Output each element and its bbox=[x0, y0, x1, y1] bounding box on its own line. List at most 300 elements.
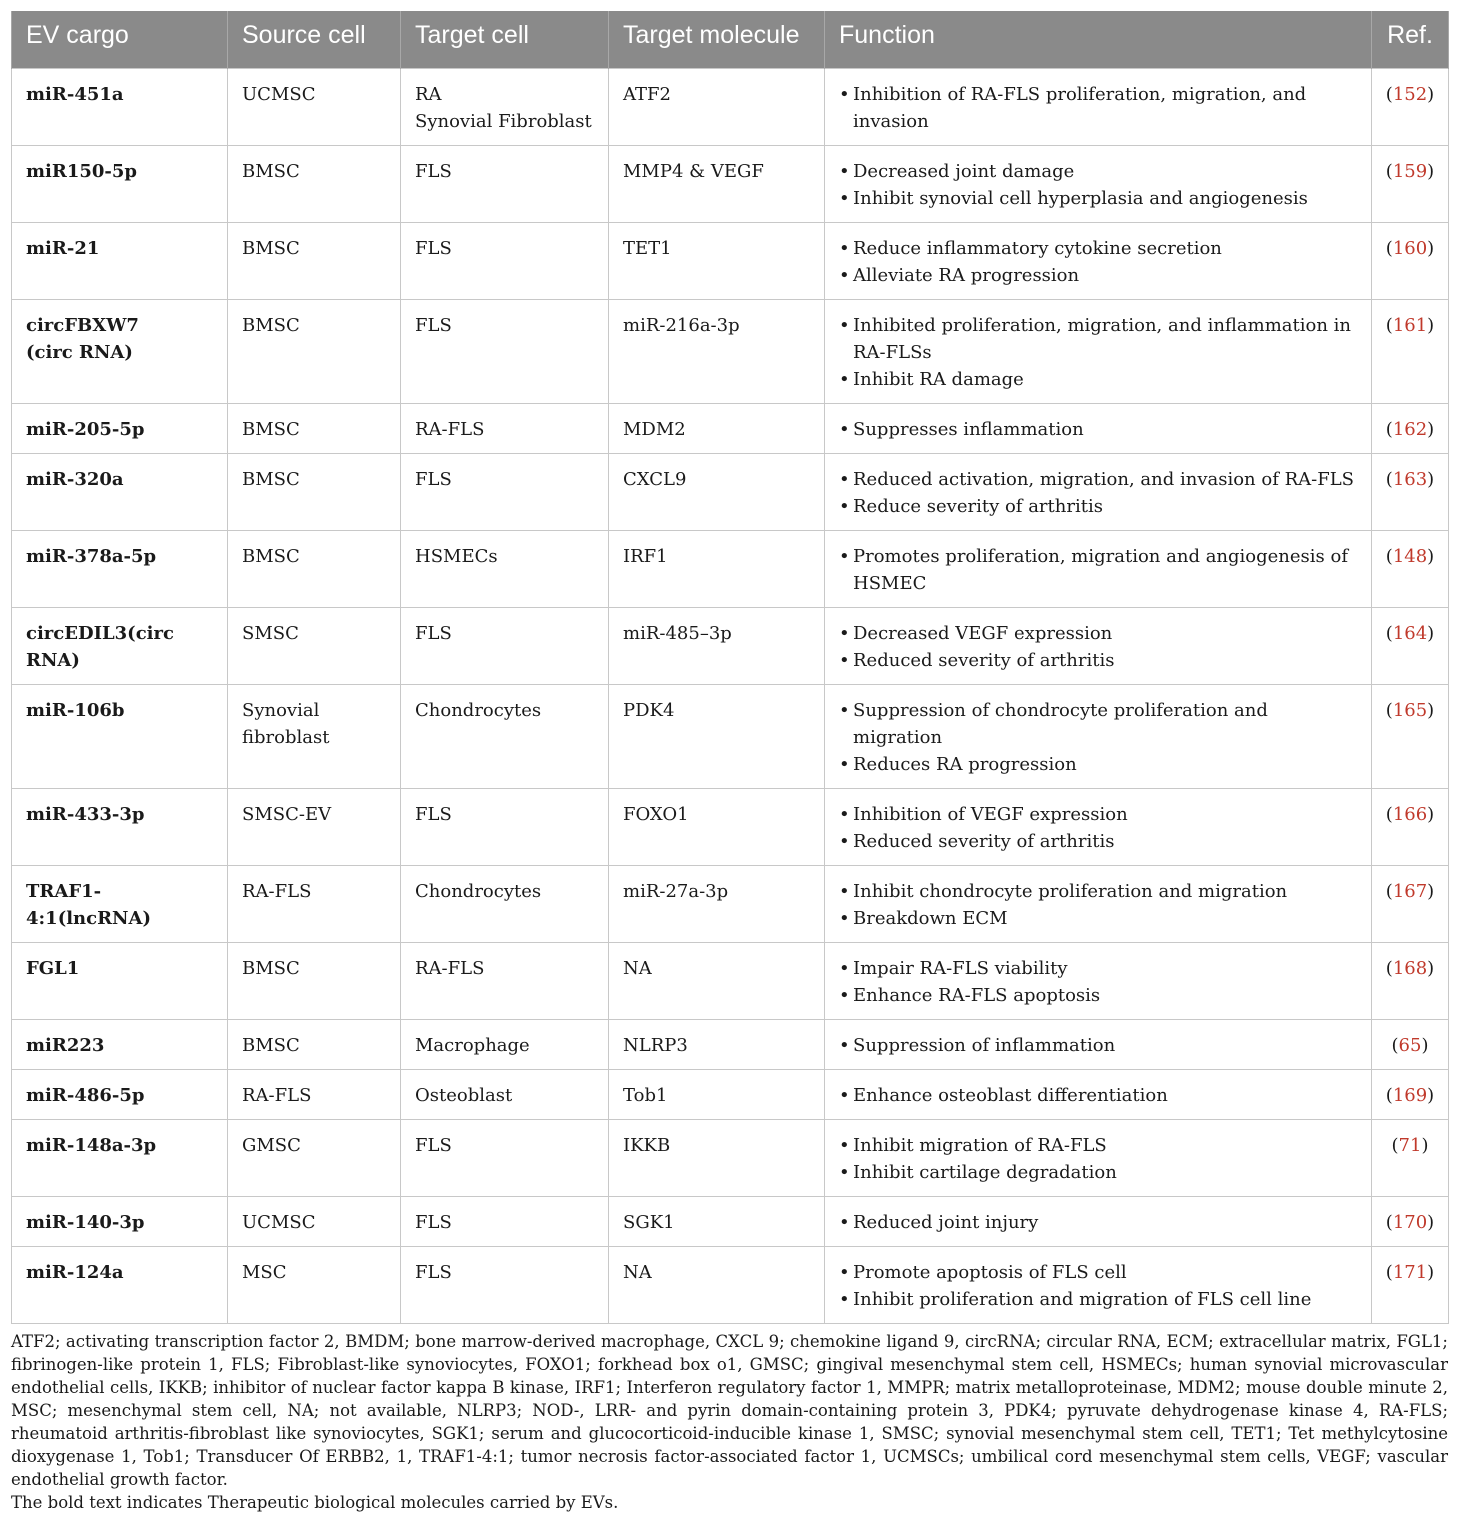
source-cell-cell-text: BMSC bbox=[242, 545, 300, 567]
function-item: • Inhibit synovial cell hyperplasia and angiogenesis bbox=[839, 185, 1357, 212]
target-cell-cell bbox=[401, 865, 609, 942]
ev-cargo-cell-text: miR-378a-5p bbox=[26, 545, 157, 567]
reference-link[interactable]: 65 bbox=[1398, 1034, 1422, 1056]
target-molecule-cell-text: NA bbox=[623, 1261, 652, 1283]
ev-cargo-cell bbox=[12, 1019, 228, 1069]
target-cell-cell-text: Chondrocytes bbox=[415, 880, 542, 902]
target-cell-cell bbox=[401, 1246, 609, 1323]
target-cell-cell-text: FLS bbox=[415, 1261, 452, 1283]
ev-cargo-cell-text: miR-205-5p bbox=[26, 418, 145, 440]
function-cell bbox=[825, 299, 1372, 403]
ref-close-paren: ) bbox=[1427, 83, 1435, 105]
source-cell-cell-text: BMSC bbox=[242, 468, 300, 490]
function-list bbox=[839, 1132, 1357, 1186]
ref-close-paren: ) bbox=[1427, 418, 1435, 440]
ref-open-paren: ( bbox=[1385, 957, 1393, 979]
ref-open-paren: ( bbox=[1385, 699, 1393, 721]
ref-open-paren: ( bbox=[1385, 1211, 1393, 1233]
table-footnotes bbox=[11, 1330, 1448, 1514]
source-cell-cell-text: SMSC-EV bbox=[242, 803, 332, 825]
function-list bbox=[839, 801, 1357, 855]
function-item: • Impair RA-FLS viability bbox=[839, 955, 1357, 982]
target-molecule-cell bbox=[609, 1019, 825, 1069]
ev-cargo-cell-text: miR-140-3p bbox=[26, 1211, 145, 1233]
source-cell-cell-text: BMSC bbox=[242, 160, 300, 182]
ev-cargo-cell bbox=[12, 222, 228, 299]
target-cell-cell bbox=[401, 1019, 609, 1069]
function-list bbox=[839, 620, 1357, 674]
function-item: • Inhibit proliferation and migration of FLS cell line bbox=[839, 1286, 1357, 1313]
function-item: • Suppresses inflammation bbox=[839, 416, 1357, 443]
ref-cell bbox=[1372, 788, 1449, 865]
function-item: • Promotes proliferation, migration and angiogenesis of HSMEC bbox=[839, 543, 1357, 597]
table-row bbox=[12, 453, 1449, 530]
source-cell-cell-text: UCMSC bbox=[242, 1211, 316, 1233]
function-cell bbox=[825, 68, 1372, 145]
function-cell bbox=[825, 145, 1372, 222]
table-figure bbox=[11, 11, 1448, 1514]
target-cell-cell bbox=[401, 530, 609, 607]
ref-cell bbox=[1372, 684, 1449, 788]
target-molecule-cell-text: miR-216a-3p bbox=[623, 314, 740, 336]
function-list bbox=[839, 878, 1357, 932]
target-cell-cell bbox=[401, 145, 609, 222]
function-item: • Reduced severity of arthritis bbox=[839, 647, 1357, 674]
target-cell-cell bbox=[401, 222, 609, 299]
source-cell-cell bbox=[228, 684, 401, 788]
reference-link[interactable]: 171 bbox=[1392, 1261, 1428, 1283]
target-cell-cell bbox=[401, 942, 609, 1019]
function-list bbox=[839, 1259, 1357, 1313]
ref-open-paren: ( bbox=[1385, 880, 1393, 902]
target-molecule-cell bbox=[609, 1196, 825, 1246]
target-molecule-cell bbox=[609, 403, 825, 453]
function-item: • Suppression of chondrocyte proliferation and migration bbox=[839, 697, 1357, 751]
function-cell bbox=[825, 865, 1372, 942]
target-cell-cell bbox=[401, 1069, 609, 1119]
function-item: • Reduced severity of arthritis bbox=[839, 828, 1357, 855]
ref-open-paren: ( bbox=[1385, 803, 1393, 825]
function-cell bbox=[825, 1069, 1372, 1119]
table-row bbox=[12, 865, 1449, 942]
ev-cargo-cell-text: circFBXW7 bbox=[26, 314, 139, 336]
ev-cargo-cell-text: miR150-5p bbox=[26, 160, 137, 182]
ref-cell bbox=[1372, 607, 1449, 684]
function-item: • Reduce inflammatory cytokine secretion bbox=[839, 235, 1357, 262]
ev-cargo-cell bbox=[12, 145, 228, 222]
target-cell-cell bbox=[401, 788, 609, 865]
ev-cargo-cell-text: (circ RNA) bbox=[26, 341, 133, 363]
table-row bbox=[12, 145, 1449, 222]
ref-close-paren: ) bbox=[1427, 1084, 1435, 1106]
reference-link[interactable]: 169 bbox=[1392, 1084, 1428, 1106]
ref-cell bbox=[1372, 1069, 1449, 1119]
target-cell-cell-text: Osteoblast bbox=[415, 1084, 513, 1106]
ref-close-paren: ) bbox=[1427, 237, 1435, 259]
table-row bbox=[12, 1246, 1449, 1323]
ref-open-paren: ( bbox=[1385, 545, 1393, 567]
header-row bbox=[12, 11, 1449, 68]
function-cell bbox=[825, 222, 1372, 299]
ev-cargo-cell bbox=[12, 1196, 228, 1246]
header-target-cell: Target cell bbox=[401, 11, 609, 68]
target-molecule-cell-text: SGK1 bbox=[623, 1211, 675, 1233]
ref-open-paren: ( bbox=[1385, 314, 1393, 336]
function-item: • Enhance RA-FLS apoptosis bbox=[839, 982, 1357, 1009]
source-cell-cell-text: BMSC bbox=[242, 237, 300, 259]
ev-cargo-cell-text: miR-148a-3p bbox=[26, 1134, 157, 1156]
source-cell-cell-text: UCMSC bbox=[242, 83, 316, 105]
ref-cell bbox=[1372, 68, 1449, 145]
ev-cargo-cell-text: TRAF1-4:1(lncRNA) bbox=[26, 880, 151, 929]
ref-close-paren: ) bbox=[1427, 1211, 1435, 1233]
ref-open-paren: ( bbox=[1391, 1034, 1399, 1056]
ev-cargo-cell-text: FGL1 bbox=[26, 957, 80, 979]
ev-cargo-cell-text: miR-21 bbox=[26, 237, 100, 259]
target-molecule-cell-text: FOXO1 bbox=[623, 803, 689, 825]
source-cell-cell-text: BMSC bbox=[242, 957, 300, 979]
ref-cell bbox=[1372, 942, 1449, 1019]
target-molecule-cell-text: TET1 bbox=[623, 237, 672, 259]
function-cell bbox=[825, 1246, 1372, 1323]
ref-open-paren: ( bbox=[1385, 237, 1393, 259]
source-cell-cell-text: BMSC bbox=[242, 1034, 300, 1056]
target-molecule-cell-text: IRF1 bbox=[623, 545, 668, 567]
source-cell-cell-text: RA-FLS bbox=[242, 1084, 312, 1106]
ev-cargo-cell-text: miR-451a bbox=[26, 83, 124, 105]
ref-close-paren: ) bbox=[1427, 880, 1435, 902]
function-item: • Inhibit RA damage bbox=[839, 366, 1357, 393]
header-ev-cargo: EV cargo bbox=[12, 11, 228, 68]
target-molecule-cell-text: NLRP3 bbox=[623, 1034, 688, 1056]
function-item: • Alleviate RA progression bbox=[839, 262, 1357, 289]
function-cell bbox=[825, 684, 1372, 788]
target-molecule-cell bbox=[609, 788, 825, 865]
target-molecule-cell-text: PDK4 bbox=[623, 699, 675, 721]
header-function: Function bbox=[825, 11, 1372, 68]
target-cell-cell bbox=[401, 607, 609, 684]
function-list bbox=[839, 235, 1357, 289]
reference-link[interactable]: 148 bbox=[1392, 545, 1428, 567]
target-molecule-cell bbox=[609, 1246, 825, 1323]
target-cell-cell-text: FLS bbox=[415, 160, 452, 182]
ev-cargo-cell bbox=[12, 1069, 228, 1119]
ev-cargo-cell-text: circEDIL3(circ RNA) bbox=[26, 622, 174, 671]
function-list bbox=[839, 466, 1357, 520]
ev-cargo-cell-text: miR-486-5p bbox=[26, 1084, 145, 1106]
ref-cell bbox=[1372, 403, 1449, 453]
source-cell-cell-text: fibroblast bbox=[242, 726, 330, 748]
ref-cell bbox=[1372, 299, 1449, 403]
source-cell-cell bbox=[228, 68, 401, 145]
function-item: • Reduces RA progression bbox=[839, 751, 1357, 778]
target-molecule-cell-text: MDM2 bbox=[623, 418, 686, 440]
ref-close-paren: ) bbox=[1427, 622, 1435, 644]
target-cell-cell bbox=[401, 1196, 609, 1246]
ref-close-paren: ) bbox=[1427, 1261, 1435, 1283]
function-list bbox=[839, 955, 1357, 1009]
target-molecule-cell bbox=[609, 1069, 825, 1119]
table-row bbox=[12, 1196, 1449, 1246]
source-cell-cell bbox=[228, 299, 401, 403]
source-cell-cell bbox=[228, 222, 401, 299]
target-cell-cell bbox=[401, 68, 609, 145]
source-cell-cell bbox=[228, 530, 401, 607]
function-cell bbox=[825, 607, 1372, 684]
ref-close-paren: ) bbox=[1421, 1034, 1429, 1056]
source-cell-cell bbox=[228, 403, 401, 453]
target-cell-cell bbox=[401, 453, 609, 530]
source-cell-cell bbox=[228, 865, 401, 942]
reference-link[interactable]: 152 bbox=[1392, 83, 1428, 105]
source-cell-cell bbox=[228, 1069, 401, 1119]
table-row bbox=[12, 1069, 1449, 1119]
target-molecule-cell-text: Tob1 bbox=[623, 1084, 668, 1106]
source-cell-cell-text: GMSC bbox=[242, 1134, 301, 1156]
function-item: • Suppression of inflammation bbox=[839, 1032, 1357, 1059]
ev-cargo-cell bbox=[12, 684, 228, 788]
function-cell bbox=[825, 403, 1372, 453]
ref-open-paren: ( bbox=[1391, 1134, 1399, 1156]
target-molecule-cell bbox=[609, 865, 825, 942]
source-cell-cell bbox=[228, 607, 401, 684]
source-cell-cell bbox=[228, 942, 401, 1019]
ref-close-paren: ) bbox=[1427, 699, 1435, 721]
target-molecule-cell-text: miR-27a-3p bbox=[623, 880, 729, 902]
reference-link[interactable]: 162 bbox=[1392, 418, 1428, 440]
ev-cargo-cell bbox=[12, 403, 228, 453]
source-cell-cell-text: BMSC bbox=[242, 314, 300, 336]
reference-link[interactable]: 167 bbox=[1392, 880, 1428, 902]
ev-cargo-cell-text: miR223 bbox=[26, 1034, 105, 1056]
function-list bbox=[839, 1209, 1357, 1236]
ref-open-paren: ( bbox=[1385, 83, 1393, 105]
function-list bbox=[839, 81, 1357, 135]
table-row bbox=[12, 222, 1449, 299]
source-cell-cell bbox=[228, 1019, 401, 1069]
target-molecule-cell-text: ATF2 bbox=[623, 83, 671, 105]
ev-cargo-cell bbox=[12, 530, 228, 607]
table-row bbox=[12, 403, 1449, 453]
ref-cell bbox=[1372, 453, 1449, 530]
ev-cargo-cell bbox=[12, 299, 228, 403]
ev-cargo-cell bbox=[12, 68, 228, 145]
reference-link[interactable]: 164 bbox=[1392, 622, 1428, 644]
target-cell-cell-text: HSMECs bbox=[415, 545, 498, 567]
ref-close-paren: ) bbox=[1427, 468, 1435, 490]
target-cell-cell-text: Chondrocytes bbox=[415, 699, 542, 721]
target-cell-cell-text: FLS bbox=[415, 803, 452, 825]
header-source-cell: Source cell bbox=[228, 11, 401, 68]
target-cell-cell-text: Macrophage bbox=[415, 1034, 530, 1056]
reference-link[interactable]: 165 bbox=[1392, 699, 1428, 721]
function-list bbox=[839, 312, 1357, 393]
ev-cargo-cell-text: miR-433-3p bbox=[26, 803, 145, 825]
function-cell bbox=[825, 788, 1372, 865]
ref-close-paren: ) bbox=[1421, 1134, 1429, 1156]
function-list bbox=[839, 416, 1357, 443]
target-cell-cell-text: RA bbox=[415, 83, 442, 105]
target-cell-cell-text: FLS bbox=[415, 622, 452, 644]
table-header bbox=[12, 11, 1449, 68]
table-row bbox=[12, 1019, 1449, 1069]
ev-cargo-table bbox=[11, 11, 1449, 1324]
ref-cell bbox=[1372, 145, 1449, 222]
source-cell-cell-text: MSC bbox=[242, 1261, 287, 1283]
table-row bbox=[12, 1119, 1449, 1196]
function-item: • Inhibition of RA-FLS proliferation, migration, and invasion bbox=[839, 81, 1357, 135]
function-item: • Promote apoptosis of FLS cell bbox=[839, 1259, 1357, 1286]
abbreviation-note: ATF2; activating transcription factor 2, BMDM; bone marrow-derived macrophage, CXCL 9; chemokine ligand 9, circRNA; circular RNA, ECM; extracellular matrix, FGL1; fibrinogen-like protein 1, FLS; Fibroblast-like synoviocytes, FOXO1; forkhead box o1, GMSC; gingival mesenchymal stem cell, HSMECs; human synovial microvascular endothelial cells, IKKB; inhibitor of nuclear factor kappa B kinase, IRF1; Interferon regulatory factor 1, MMPR; matrix metalloproteinase, MDM2; mouse double minute 2, MSC; mesenchymal stem cell, NA; not available, NLRP3; NOD-, LRR- and pyrin domain-containing protein 3, PDK4; pyruvate dehydrogenase kinase 4, RA-FLS; rheumatoid arthritis-fibroblast like synoviocytes, SGK1; serum and glucocorticoid-inducible kinase 1, SMSC; synovial mesenchymal stem cell, TET1; Tet methylcytosine dioxygenase 1, Tob1; Transducer Of ERBB2, 1, TRAF1-4:1; tumor necrosis factor-associated factor 1, UCMSCs; umbilical cord mesenchymal stem cells, VEGF; vascular endothelial growth factor. bbox=[11, 1331, 1448, 1489]
function-list bbox=[839, 1032, 1357, 1059]
function-item: • Enhance osteoblast differentiation bbox=[839, 1082, 1357, 1109]
target-cell-cell bbox=[401, 684, 609, 788]
target-cell-cell-text: RA-FLS bbox=[415, 418, 485, 440]
ref-cell bbox=[1372, 865, 1449, 942]
reference-link[interactable]: 159 bbox=[1392, 160, 1428, 182]
ref-cell bbox=[1372, 1196, 1449, 1246]
target-molecule-cell bbox=[609, 68, 825, 145]
target-molecule-cell bbox=[609, 942, 825, 1019]
source-cell-cell bbox=[228, 1246, 401, 1323]
ref-open-paren: ( bbox=[1385, 622, 1393, 644]
ref-cell bbox=[1372, 1019, 1449, 1069]
source-cell-cell-text: Synovial bbox=[242, 699, 320, 721]
ev-cargo-cell-text: miR-124a bbox=[26, 1261, 124, 1283]
table-row bbox=[12, 68, 1449, 145]
target-molecule-cell-text: CXCL9 bbox=[623, 468, 687, 490]
function-item: • Inhibit cartilage degradation bbox=[839, 1159, 1357, 1186]
source-cell-cell-text: BMSC bbox=[242, 418, 300, 440]
function-list bbox=[839, 1082, 1357, 1109]
ev-cargo-cell bbox=[12, 788, 228, 865]
target-molecule-cell bbox=[609, 453, 825, 530]
ref-open-paren: ( bbox=[1385, 160, 1393, 182]
target-cell-cell-text: FLS bbox=[415, 314, 452, 336]
table-row bbox=[12, 684, 1449, 788]
target-molecule-cell bbox=[609, 1119, 825, 1196]
reference-link[interactable]: 168 bbox=[1392, 957, 1428, 979]
function-item: • Reduced joint injury bbox=[839, 1209, 1357, 1236]
table-row bbox=[12, 607, 1449, 684]
function-list bbox=[839, 158, 1357, 212]
ref-cell bbox=[1372, 222, 1449, 299]
function-item: • Inhibition of VEGF expression bbox=[839, 801, 1357, 828]
ref-open-paren: ( bbox=[1385, 418, 1393, 440]
ref-cell bbox=[1372, 530, 1449, 607]
ref-close-paren: ) bbox=[1427, 957, 1435, 979]
target-molecule-cell-text: IKKB bbox=[623, 1134, 671, 1156]
ev-cargo-cell bbox=[12, 607, 228, 684]
function-item: • Reduced activation, migration, and invasion of RA-FLS bbox=[839, 466, 1357, 493]
function-item: • Inhibited proliferation, migration, and inflammation in RA-FLSs bbox=[839, 312, 1357, 366]
reference-link[interactable]: 166 bbox=[1392, 803, 1428, 825]
target-cell-cell-text: FLS bbox=[415, 237, 452, 259]
target-molecule-cell bbox=[609, 222, 825, 299]
ev-cargo-cell bbox=[12, 1119, 228, 1196]
target-molecule-cell bbox=[609, 145, 825, 222]
reference-link[interactable]: 170 bbox=[1392, 1211, 1428, 1233]
target-cell-cell bbox=[401, 299, 609, 403]
function-cell bbox=[825, 1019, 1372, 1069]
function-item: • Reduce severity of arthritis bbox=[839, 493, 1357, 520]
reference-link[interactable]: 161 bbox=[1392, 314, 1428, 336]
table-row bbox=[12, 788, 1449, 865]
reference-link[interactable]: 71 bbox=[1398, 1134, 1422, 1156]
source-cell-cell bbox=[228, 1119, 401, 1196]
target-molecule-cell bbox=[609, 299, 825, 403]
target-cell-cell-text: FLS bbox=[415, 1134, 452, 1156]
ev-cargo-cell-text: miR-320a bbox=[26, 468, 124, 490]
reference-link[interactable]: 163 bbox=[1392, 468, 1428, 490]
table-row bbox=[12, 942, 1449, 1019]
ev-cargo-cell-text: miR-106b bbox=[26, 699, 125, 721]
ref-open-paren: ( bbox=[1385, 1261, 1393, 1283]
reference-link[interactable]: 160 bbox=[1392, 237, 1428, 259]
ev-cargo-cell bbox=[12, 942, 228, 1019]
function-cell bbox=[825, 530, 1372, 607]
ref-close-paren: ) bbox=[1427, 160, 1435, 182]
target-molecule-cell-text: miR-485–3p bbox=[623, 622, 732, 644]
source-cell-cell bbox=[228, 1196, 401, 1246]
source-cell-cell-text: RA-FLS bbox=[242, 880, 312, 902]
header-ref: Ref. bbox=[1372, 11, 1449, 68]
source-cell-cell bbox=[228, 145, 401, 222]
function-item: • Breakdown ECM bbox=[839, 905, 1357, 932]
source-cell-cell bbox=[228, 788, 401, 865]
target-molecule-cell bbox=[609, 684, 825, 788]
target-molecule-cell bbox=[609, 607, 825, 684]
table-row bbox=[12, 299, 1449, 403]
source-cell-cell bbox=[228, 453, 401, 530]
function-cell bbox=[825, 942, 1372, 1019]
target-cell-cell-text: RA-FLS bbox=[415, 957, 485, 979]
ev-cargo-cell bbox=[12, 453, 228, 530]
ref-close-paren: ) bbox=[1427, 803, 1435, 825]
function-list bbox=[839, 697, 1357, 778]
function-item: • Inhibit migration of RA-FLS bbox=[839, 1132, 1357, 1159]
ev-cargo-cell bbox=[12, 1246, 228, 1323]
target-cell-cell-text: FLS bbox=[415, 468, 452, 490]
bold-text-note: The bold text indicates Therapeutic biological molecules carried by EVs. bbox=[11, 1492, 619, 1512]
function-item: • Decreased joint damage bbox=[839, 158, 1357, 185]
table-row bbox=[12, 530, 1449, 607]
ev-cargo-cell bbox=[12, 865, 228, 942]
function-cell bbox=[825, 453, 1372, 530]
ref-open-paren: ( bbox=[1385, 468, 1393, 490]
function-cell bbox=[825, 1196, 1372, 1246]
target-cell-cell-text: FLS bbox=[415, 1211, 452, 1233]
function-list bbox=[839, 543, 1357, 597]
table-body bbox=[12, 68, 1449, 1323]
target-cell-cell bbox=[401, 1119, 609, 1196]
source-cell-cell-text: SMSC bbox=[242, 622, 299, 644]
target-molecule-cell bbox=[609, 530, 825, 607]
target-molecule-cell-text: NA bbox=[623, 957, 652, 979]
header-target-molecule: Target molecule bbox=[609, 11, 825, 68]
target-molecule-cell-text: MMP4 & VEGF bbox=[623, 160, 764, 182]
ref-close-paren: ) bbox=[1427, 545, 1435, 567]
ref-open-paren: ( bbox=[1385, 1084, 1393, 1106]
target-cell-cell bbox=[401, 403, 609, 453]
ref-cell bbox=[1372, 1119, 1449, 1196]
ref-close-paren: ) bbox=[1427, 314, 1435, 336]
function-item: • Inhibit chondrocyte proliferation and migration bbox=[839, 878, 1357, 905]
function-item: • Decreased VEGF expression bbox=[839, 620, 1357, 647]
ref-cell bbox=[1372, 1246, 1449, 1323]
function-cell bbox=[825, 1119, 1372, 1196]
target-cell-cell-text: Synovial Fibroblast bbox=[415, 110, 592, 132]
